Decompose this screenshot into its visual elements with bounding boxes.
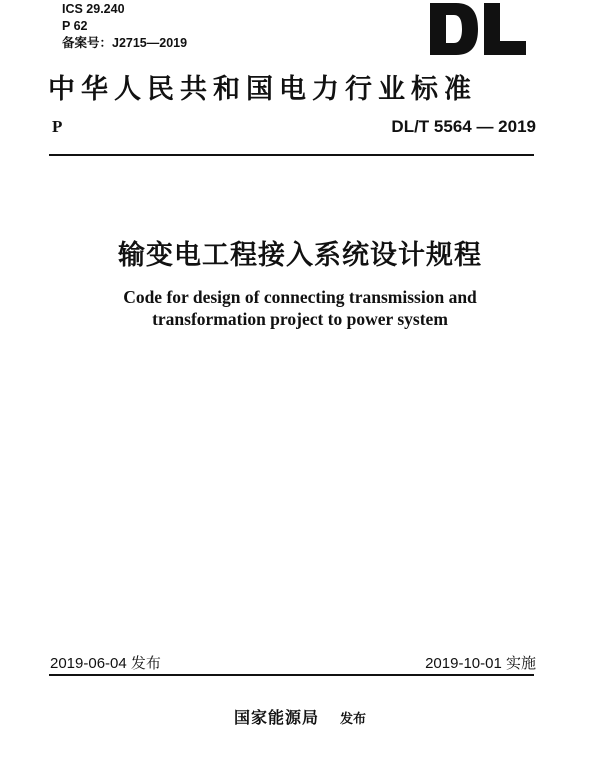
standard-number: DL/T 5564 — 2019 <box>391 117 536 136</box>
filing-number: 备案号：J2715—2019 <box>62 36 188 50</box>
bottom-divider <box>49 674 534 676</box>
effective-date: 2019-10-01 实施 <box>425 655 536 672</box>
publisher-title: 中华人民共和国电力行业标准 <box>48 74 477 105</box>
top-divider <box>49 154 534 156</box>
title-english <box>0 286 600 330</box>
issuer-action: 发布 <box>340 712 367 727</box>
issuer-name: 国家能源局 <box>233 708 319 727</box>
dl-logo <box>428 1 528 57</box>
classification-code: P <box>52 117 63 136</box>
issuer <box>0 705 600 728</box>
title-chinese: 输变电工程接入系统设计规程 <box>118 240 482 271</box>
title-english-line-1: Code for design of connecting transmission and <box>123 287 477 307</box>
ics-code: ICS 29.240 <box>62 2 125 16</box>
dl-logo-letter-l <box>484 3 526 55</box>
p-code: P 62 <box>62 19 88 33</box>
dl-logo-letter-d <box>430 3 478 55</box>
title-english-line-2: transformation project to power system <box>152 309 448 329</box>
release-date: 2019-06-04 发布 <box>50 655 161 672</box>
